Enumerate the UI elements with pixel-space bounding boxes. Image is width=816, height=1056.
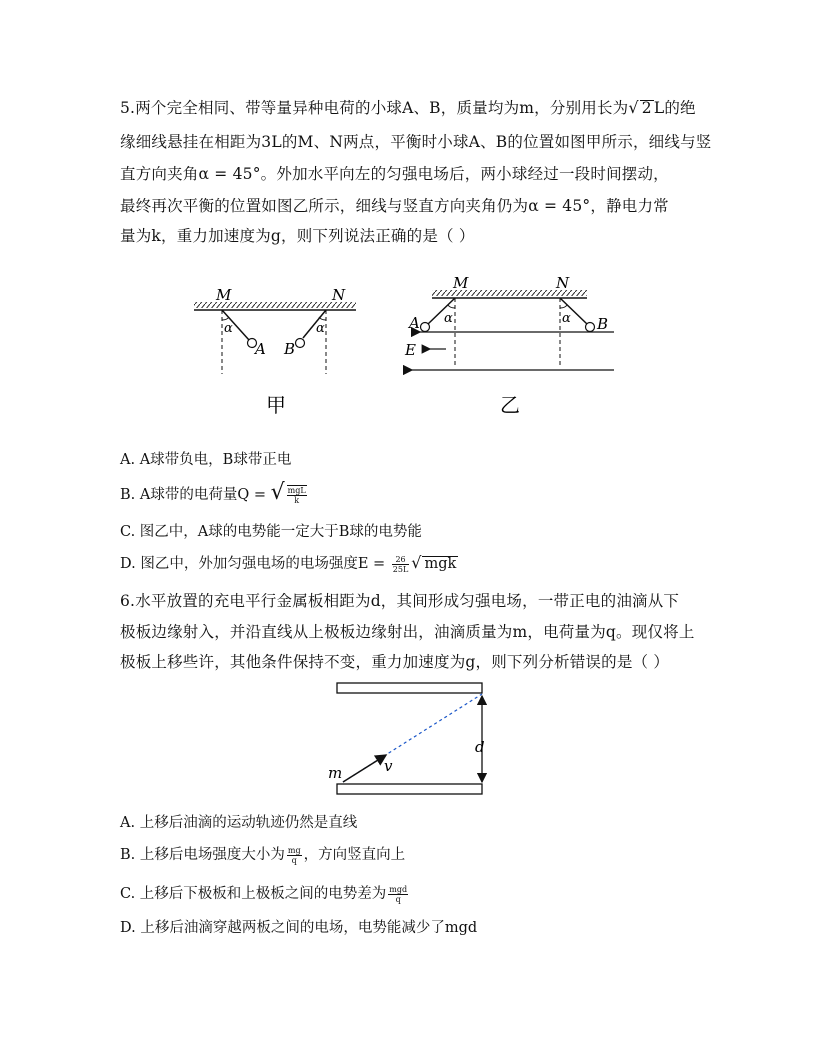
q6-option-a: A. 上移后油滴的运动轨迹仍然是直线 <box>120 815 358 831</box>
q6-line-1: 6.水平放置的充电平行金属板相距为d，其间形成匀强电场，一带正电的油滴从下 <box>120 592 680 610</box>
svg-text:α: α <box>444 311 453 326</box>
q5-option-b: B. A球带的电荷量Q = √ $\frac{\text{mgL}}{k}$ <box>120 480 306 505</box>
svg-text:B: B <box>597 315 609 333</box>
ball-B <box>296 339 305 348</box>
q6-option-d: D. 上移后油滴穿越两板之间的电场，电势能减少了mgd <box>120 920 478 936</box>
q5-b-fraction: $\frac{\text{mgL}}{k}$ <box>287 486 306 505</box>
svg-text:B: B <box>284 340 296 358</box>
q6-line-3: 极板上移些许，其他条件保持不变，重力加速度为g，则下列分析错误的是（ ） <box>120 653 670 671</box>
label-m: m <box>328 764 343 782</box>
q5-figure <box>190 262 630 422</box>
label-E: E <box>405 341 416 359</box>
svg-text:α: α <box>316 321 325 336</box>
figure-jia <box>194 286 356 417</box>
q5-line-1: 5.两个完全相同、带等量异种电荷的小球A、B，质量均为m，分别用长为√ 2 L的绝 <box>120 98 696 117</box>
caption-yi: 乙 <box>500 393 520 417</box>
caption-jia: 甲 <box>266 393 286 417</box>
label-M: M <box>216 286 232 304</box>
q5-option-a: A. A球带负电，B球带正电 <box>120 452 292 468</box>
q5-line-5: 量为k，重力加速度为g，则下列说法正确的是（ ） <box>120 227 475 245</box>
svg-text:A: A <box>409 314 420 332</box>
label-d: d <box>475 738 485 756</box>
svg-text:α: α <box>562 311 571 326</box>
q5-line-4: 最终再次平衡的位置如图乙所示，细线与竖直方向夹角仍为α = 45°，静电力常 <box>120 197 669 215</box>
q6-line-2: 极板边缘射入，并沿直线从上极板边缘射出，油滴质量为m，电荷量为q。现仅将上 <box>120 623 695 641</box>
q5-line-3: 直方向夹角α = 45°。外加水平向左的匀强电场后，两小球经过一段时间摆动， <box>120 165 669 183</box>
svg-text:N: N <box>556 274 570 292</box>
q6-figure <box>320 678 500 800</box>
label-v: v <box>384 757 393 775</box>
upper-plate <box>337 683 482 693</box>
sqrt-symbol: √ <box>628 98 639 117</box>
q5-option-d: D. 图乙中，外加匀强电场的电场强度E = $\frac{26}{25L}$ √ mgk <box>120 553 457 574</box>
q5-d-fraction: $\frac{26}{25L}$ <box>392 554 409 574</box>
velocity-arrow <box>343 755 386 782</box>
svg-text:A: A <box>255 340 266 358</box>
q6-c-fraction: $\frac{\text{mgd}}{q}$ <box>389 884 408 904</box>
q6-option-b: B. 上移后电场强度大小为 $\frac{mg}{q}$ ，方向竖直向上 <box>120 845 406 865</box>
figure-yi <box>404 274 614 417</box>
sqrt-radicand: 2 <box>641 99 652 117</box>
svg-text:M: M <box>453 274 469 292</box>
q6-b-fraction: $\frac{mg}{q}$ <box>287 845 301 865</box>
lower-plate <box>337 784 482 794</box>
svg-text:α: α <box>224 321 233 336</box>
label-N: N <box>332 286 346 304</box>
q5-line-2: 缘细线悬挂在相距为3L的M、N两点，平衡时小球A、B的位置如图甲所示，细线与竖 <box>120 133 712 151</box>
q5-option-c: C. 图乙中，A球的电势能一定大于B球的电势能 <box>120 524 422 540</box>
q6-option-c: C. 上移后下极板和上极板之间的电势差为 $\frac{\text{mgd}}{q}$ <box>120 884 408 904</box>
